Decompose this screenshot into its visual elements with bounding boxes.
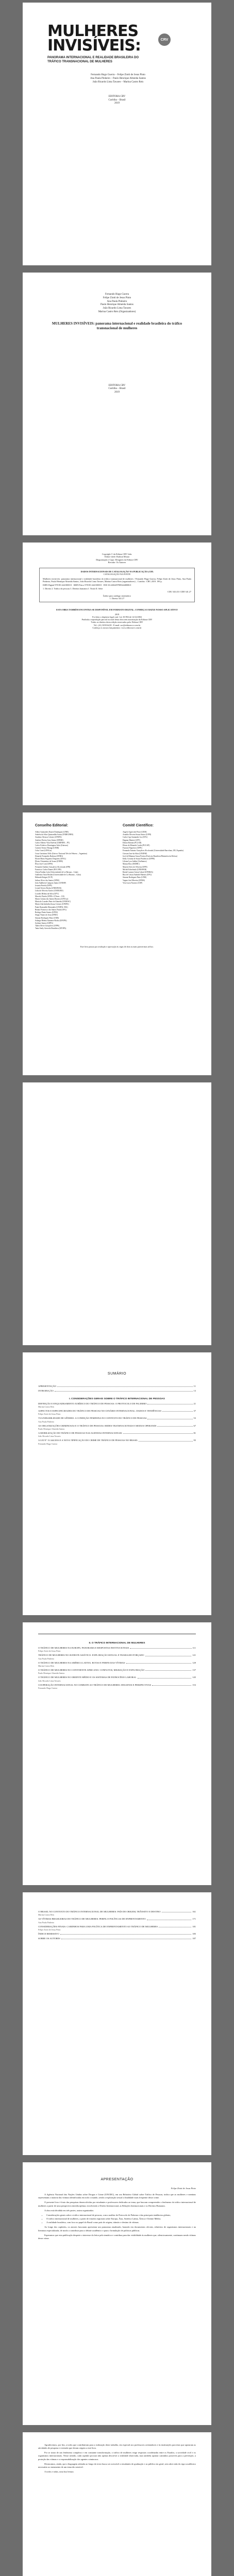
council-member: Celso Conti (UFSCar)	[35, 850, 52, 852]
council-member: José de Ribamar Sousa Pereira (Exército Brasileiro/Ministério da Defesa)	[123, 855, 177, 857]
toc-entry-author: Felipe Ziotti de Jesus Pinto	[38, 1413, 61, 1416]
title-year: 2019	[114, 391, 120, 394]
toc-page-number: 185	[192, 1933, 196, 1936]
council-member: Dagmar Manieri (UFT)	[123, 839, 140, 841]
title-city: Curitiba – Brasil	[108, 387, 126, 391]
council-member: Lídia de Oliveira Xavier (UNIEURO)	[35, 890, 63, 892]
toc-dot-leader	[126, 1663, 192, 1664]
toc-page-number: 95	[193, 1439, 196, 1442]
presentation-text-2	[38, 2444, 196, 2475]
council-member: Lourdes Helena da Silva (UFV)	[35, 892, 59, 895]
toc-entry-author: Ana Paula Pinheiro	[38, 1921, 55, 1924]
presentation-list	[38, 2214, 196, 2224]
catalog-title: DADOS INTERNACIONAIS DE CATALOGAÇÃO NA PUBLICAÇÃO (CIP)	[80, 570, 154, 573]
toc-entry[interactable]	[38, 1432, 196, 1437]
toc-entry-author: Paulo Henrique Almeida Santos	[38, 1428, 65, 1431]
toc-page-number: 153	[192, 1683, 196, 1686]
council-member: Rita de Cássia Andrade Martins (UFG)	[123, 874, 152, 876]
toc-entry-author: Marina Castro Reis	[38, 1665, 55, 1668]
toc-list-2	[38, 1637, 196, 1689]
credit-line: Revisão: Os Autores	[108, 561, 126, 564]
council-member: Simone Rodrigues Pinto (UNB)	[123, 876, 147, 879]
council-member: Maria de Lourdes Pinto de Almeida (UNOESC)	[35, 901, 71, 903]
council-member: Fernando Antonio Gonçalves Alcoforado (Universidade Barcelona, UB, Espanha)	[123, 850, 183, 852]
toc-entry-author: Ana Paula Pinheiro	[38, 1657, 55, 1660]
title-author: Ana Paula Pinheiro	[107, 300, 127, 303]
toc-entry-title: O TRÁFICO DE MULHERES NA AMÉRICA LATINA: ROTAS E PERFIS DAS VÍTIMAS	[38, 1661, 125, 1664]
council-member: Kelly Cristina de Souza Prudencio (UFPR)	[123, 858, 155, 860]
toc-page-number: 53	[193, 1417, 196, 1420]
cover-title: MULHERES INVISÍVEIS:	[47, 22, 141, 55]
council-member: Sérgio Nunes de Jesus (IFRO)	[35, 914, 58, 917]
title-author: Fernando Hugo Guerra	[105, 293, 129, 296]
council-member: Maria Cristina dos Santos Bezerra (UFSCar)	[35, 898, 69, 901]
council-member: Anselmo Alencar Colares (UFOPA)	[35, 836, 62, 839]
toc-entry[interactable]	[38, 1439, 196, 1445]
council-member: Fernando Antônio Gonçalves Alcoforado (IPB)	[35, 866, 71, 868]
council-member: Solange Helena Ximenes-Rocha (UFOPA)	[35, 919, 67, 922]
catalog-subjects: 1. Direito 2. Tráfico de pessoas 3. Direitos humanos I. Título II. Série	[43, 587, 103, 590]
council-member: João Adalberto Campato Junior (UNESP)	[35, 882, 66, 884]
title-imprint	[38, 384, 196, 395]
toc-entry[interactable]	[38, 1385, 196, 1388]
council-member: Leonel Severo Rocha (UNISINOS)	[35, 887, 61, 890]
toc-page-number: 187	[192, 1937, 196, 1940]
council-member: Arnaldo Oliveira Souza Júnior (UFPI)	[123, 834, 152, 836]
toc-dot-leader	[139, 1441, 192, 1442]
toc-entry[interactable]	[38, 1402, 196, 1408]
toc-entry[interactable]	[38, 1389, 196, 1393]
paragraph: Agradecemos, por fim, a todos que contribuíram para a realização deste trabalho, em especial aos professores orientadores e às instituições parceiras que apoiaram as atividades de pesquisa e extensão que deram origem a este livro.	[38, 2444, 196, 2450]
presentation-page-1	[23, 2162, 211, 2425]
council-member: Marylu Alves de Oliveira (UFPI)	[123, 866, 147, 868]
rights-line: Foi feito o depósito legal conf. Lei 10.994 de 14/12/2004	[92, 615, 142, 618]
catalog-cdu: CDU 343.431 CDD 341.27	[168, 590, 191, 593]
cover-author-line: Fernando Hugo Guerra – Felipe Ziotti de Jesus Pinto	[91, 74, 145, 76]
toc-dot-leader	[57, 1386, 193, 1387]
toc-entry-title: TRÁFICO DE MULHERES NO SUDESTE ASIÁTICO: EXPLORAÇÃO SEXUAL E TRABALHO FORÇADO	[38, 1654, 144, 1657]
council-member: Maria Lília Imbiriba Sousa Colares (UFOPA)	[35, 903, 69, 906]
council-member: Francisco Carlos Duarte (PUC-PR)	[35, 868, 61, 871]
toc-page-number: 181	[192, 1925, 196, 1928]
rights-line: Tel.: (41) 3039-6418 - E-mail: sac@editoracrv.com.br	[93, 623, 141, 626]
toc-dot-leader	[138, 1678, 192, 1679]
paragraph: A obra está dividida em três partes, assim organizadas:	[44, 2209, 94, 2212]
toc-dot-leader	[145, 1670, 191, 1671]
council-member: Carlos Alberto Vilar Estêvão (UMINHO – PT)	[35, 841, 70, 844]
council-member: Fauston Negreiros (UFPI)	[123, 847, 142, 850]
toc-entry-title: A LEI Nº 13.344/2016 E A NOVA TIPIFICAÇÃO DO CRIME DE TRÁFICO DE PESSOAS NO BRASIL	[38, 1439, 138, 1442]
cover-authors	[69, 74, 167, 84]
toc-dot-leader	[60, 1934, 192, 1935]
toc-entry[interactable]	[38, 1684, 196, 1689]
council-member: Rafael Lamera Giesta Cabral (UFERSA)	[123, 871, 153, 874]
rights-line: Conheça os nossos lançamentos: www.editoracrv.com.br	[92, 626, 142, 629]
cover-publisher: EDITORA CRV	[108, 95, 126, 98]
toc-dot-leader	[157, 1426, 192, 1427]
toc-entry-author: João Ricardo Lima Tavares	[38, 1679, 61, 1682]
toc-entry-title: VULNERABILIDADE DE GÊNERO: A CONDIÇÃO FEMININA NO CONTEXTO DO TRÁFICO DE PESSOAS	[38, 1417, 147, 1420]
council-note: Este livro passou por avaliação e aprovação às cegas de dois ou mais pareceristas ad hoc.	[80, 945, 154, 948]
council-member: Tania Suely Azevedo Brasileiro (UFOPA)	[35, 927, 66, 930]
toc-entry-title: INTRODUÇÃO	[38, 1389, 54, 1392]
council-member: Edison Bariani (FCLAR)	[123, 841, 142, 844]
toc-dot-leader	[130, 1648, 191, 1649]
toc-page-number: 129	[192, 1661, 196, 1664]
editorial-council-title: Conselho Editorial:	[35, 824, 69, 827]
council-member: Giovani José da Silva (UNIFAP)	[123, 852, 147, 855]
toc-page-1	[23, 1352, 211, 1615]
council-member: Carlos Ugo Santander Joo (UFG)	[123, 836, 148, 839]
cover-author-line: João Ricardo Lima Tavares – Marina Castro Reis	[92, 80, 144, 83]
toc-page-number: 11	[193, 1385, 196, 1387]
toc-page-number: 81	[193, 1432, 196, 1435]
blank-page	[23, 1082, 211, 1345]
toc-dot-leader	[162, 1411, 192, 1412]
cover-city: Curitiba – Brasil	[108, 98, 126, 101]
toc-entry[interactable]	[38, 1925, 196, 1931]
title-author: Paulo Henrique Almeida Santos	[100, 303, 134, 307]
toc-entry-author: Paulo Henrique Almeida Santos	[38, 1672, 65, 1675]
list-item: • O tráfico internacional de mulheres, a partir de estudos regionais sobre Europa, Ásia, América Latina, África e Oriente Médio;	[46, 2217, 196, 2221]
council-member: Sydione Santos (UEPG)	[35, 922, 53, 924]
toc-dot-leader	[152, 1685, 191, 1686]
toc-part-heading: I. CONSIDERAÇÕES GERAIS SOBRE O TRÁFICO INTERNACIONAL DE PESSOAS	[69, 1397, 165, 1400]
council-member: Aldira Guimarães Duarte Domínguez (UNB)	[35, 831, 69, 833]
catalog-subtitle: CATALOGAÇÃO NA FONTE	[103, 573, 131, 576]
toc-page-number: 171	[192, 1918, 196, 1921]
title-page	[23, 273, 211, 535]
toc-list-1	[38, 1383, 196, 1445]
council-member: Angelo Aparecido Priori (UEM)	[123, 831, 147, 833]
toc-entry-author: Marina Castro Reis	[38, 1405, 55, 1409]
council-member: Liliana Lyra Jubilut (UniSantos)	[123, 860, 147, 863]
toc-entry[interactable]	[38, 1937, 196, 1940]
toc-part-heading: II. O TRÁFICO INTERNACIONAL DE MULHERES	[89, 1642, 145, 1645]
toc-entry-author: Ana Paula Pinheiro	[38, 1420, 55, 1423]
title-publisher: EDITORA CRV	[108, 384, 126, 387]
cover-year: 2019	[114, 102, 120, 105]
index-title: Índice para catálogo sistemático	[103, 594, 131, 597]
cover-subtitle: PANORAMA INTERNACIONAL E REALIDADE BRASILEIRA DO TRÁFICO TRANSNACIONAL DE MULHERES	[47, 56, 139, 63]
toc-entry-title: AS VÍTIMAS BRASILEIRAS DO TRÁFICO DE MULHERES: PERFIL E POLÍTICAS DE ENFRENTAMENTO	[38, 1918, 146, 1921]
rights-title: ESTA OBRA TAMBÉM ENCONTRA-SE DISPONÍVEL EM FORMATO DIGITAL. CONHEÇA E BAIXE NOSSO APLICATIVO!	[56, 608, 178, 612]
council-member: Michel Kobelinski (UNESPAR)	[123, 868, 147, 871]
toc-page-number: 121	[192, 1654, 196, 1657]
council-member: Helmuth Krüger (UCP)	[35, 876, 53, 879]
credit-line: Editor-chefe: Railson Moura	[104, 555, 130, 558]
toc-entry[interactable]	[38, 1647, 196, 1652]
title-main: MULHERES INVISÍVEIS: panorama internacional e realidade brasileira do tráfico transnacional de mulheres	[52, 321, 182, 330]
title-author: Felipe Ziotti de Jesus Pinto	[103, 296, 131, 299]
council-member: Cesar Gerónimo Tello (Univer. Nacional Três de Febrero – Argentina)	[35, 852, 87, 855]
list-item: • A realidade brasileira, com foco no papel do Brasil como país de origem, trânsito e destino de vítimas.	[46, 2221, 196, 2224]
council-member: Josania Portela (UFPI)	[35, 885, 52, 887]
council-member: Elione Maria Nogueira Diogenes (UFAL)	[35, 858, 66, 860]
toc-entry-title: O TRÁFICO DE MULHERES NO ORIENTE MÉDIO E OS SISTEMAS DE PATROCÍNIO LABORAL	[38, 1676, 137, 1679]
presentation-text-1	[38, 2187, 196, 2242]
toc-entry[interactable]	[38, 1410, 196, 1415]
toc-entry-title: ASPECTOS E ESPECIFICIDADES DO TRÁFICO DE PESSOAS NO CENÁRIO INTERNACIONAL: DADOS E TENDÊNCIAS	[38, 1410, 162, 1413]
rights-line: Todos os direitos desta edição reservados pela: Editora CRV	[91, 621, 143, 624]
toc-entry-author: Felipe Ziotti de Jesus Pinto	[38, 1650, 61, 1653]
council-member: Rodrigo Pratte-Santos (UFES)	[35, 911, 58, 914]
toc-entry[interactable]	[38, 1654, 196, 1659]
catalog-isbn: ISBN Digital 978-85-444-0000-0 · ISBN Físico 978-85-444-0000-0 · DOI 10.24824/978854440000.0	[43, 584, 131, 586]
council-member: Simone Rodrigues Pinto (UNB)	[35, 917, 59, 919]
toc-entry-title: O TRÁFICO DE MULHERES NA EUROPA: PANORAMA E RESPOSTAS INSTITUCIONAIS	[38, 1647, 129, 1649]
toc-page-number: 67	[193, 1424, 196, 1427]
council-member: Elizeu Clementino de Souza (UNEB)	[35, 860, 63, 863]
copyright-line: Copyright © da Editora CRV Ltda.	[102, 553, 132, 555]
toc-title: SUMÁRIO	[107, 1372, 127, 1376]
toc-entry[interactable]	[38, 1417, 196, 1422]
paragraph: Por se tratar de um fenômeno complexo e em constante transformação, o tráfico de mulheres exige respostas coordenadas entre os Estados, a sociedade civil e os organismos internacionais. Nesse sentido, cada capítulo procura não apenas descrever a realidade observada, mas também apontar caminhos possíveis para a prevenção, a proteção das vítimas e a responsabilização dos agentes criminosos.	[38, 2451, 196, 2461]
council-member: Antônio Pereira Gaio Júnior (UFRRJ)	[35, 839, 63, 841]
council-member: Tadeu Oliver Gonçalves (UFPA)	[35, 925, 60, 927]
paragraph: A Agência Nacional das Nações Unidas sobre Drogas e Crime (UNODC), em seu Relatório Global sobre Tráfico de Pessoas, indica que as mulheres e meninas representam a maioria das vítimas identificadas em todo o mundo, sendo a exploração sexual a finalidade mais frequente desse crime.	[38, 2193, 196, 2199]
toc-entry[interactable]	[38, 1933, 196, 1936]
rights-line: Proibida a reprodução parcial ou total desta obra sem autorização da Editora CRV	[81, 618, 153, 621]
cover-footer	[23, 95, 211, 106]
council-member: Mariza Rios (ESDHC)	[123, 863, 140, 866]
scientific-committee-list	[123, 831, 200, 885]
presentation-page-2	[23, 2432, 211, 2576]
toc-entry-author: Fernando Hugo Guerra	[38, 1442, 58, 1445]
credits-page	[23, 543, 211, 805]
paragraph: O presente livro é fruto das pesquisas desenvolvidas por estudantes e professores dedicados ao tema, que buscam compreender o fenômeno do tráfico internacional de mulheres a partir de uma perspectiva interdisciplinar, envolvendo o Direito Internacional, as Relações Internacionais e os Direitos Humanos.	[38, 2201, 196, 2207]
paragraph: Esperamos que esta publicação desperte o interesse do leitor pela temática e contribua para dar visibilidade às mulheres que, silenciosamente, continuam sendo vítimas desse crime.	[38, 2233, 196, 2240]
publisher-logo: CRV	[158, 33, 171, 46]
toc-entry-title: A MOBILIZAÇÃO DO TRÁFICO DE PESSOAS NAS AGENDAS INTERNACIONAIS	[38, 1432, 122, 1435]
presentation-byline: Felipe Ziotti de Jesus Pinto	[171, 2187, 196, 2190]
toc-page-number: 145	[192, 1676, 196, 1679]
rights-line: 2019	[114, 613, 120, 616]
toc-entry[interactable]	[38, 1662, 196, 1667]
cover-author-line: Ana Paula Pinheiro – Paulo Henrique Almeida Santos	[90, 77, 146, 80]
council-member: Carmen Tereza Velanga (UNIR)	[35, 847, 59, 850]
toc-page-number: 13	[193, 1389, 196, 1392]
credit-line: Diagramação e Capa: Designers da Editora CRV	[96, 558, 138, 561]
council-member: Vera Lucia Navarro (USP)	[123, 882, 143, 884]
title-author: Marina Castro Reis (Organizadores)	[98, 310, 136, 313]
index-line: 1. Direito 341.27	[109, 597, 125, 600]
council-member: Carlos Federico Dominguez Avila (Unieuro)	[35, 844, 69, 847]
toc-entry-author: Marina Castro Reis	[38, 1913, 55, 1917]
council-member: Paulo Romualdo Hernandes (UNIFAL-MG)	[35, 906, 68, 908]
list-item: • Considerações gerais sobre o tráfico internacional de pessoas, com a análise do Protocolo de Palermo e das principais tendências globais;	[46, 2214, 196, 2217]
toc-entry-title: ÍNDICE REMISSIVO	[38, 1933, 59, 1936]
title-author: João Ricardo Lima Tavares	[103, 307, 131, 310]
toc-dot-leader	[55, 1391, 193, 1392]
editorial-council-list	[35, 831, 112, 930]
council-member: Eduardo Fernandes Barbosa (UFMG)	[35, 855, 63, 857]
toc-entry-title: CONSIDERAÇÕES FINAIS: CAMINHOS PARA UMA POLÍTICA DE ENFRENTAMENTO AO TRÁFICO DE MULHERES	[38, 1925, 158, 1928]
toc-page-number: 111	[192, 1647, 196, 1649]
toc-entry-author: Felipe Ziotti de Jesus Pinto	[38, 1928, 61, 1931]
toc-entry-title: O BRASIL NO CONTEXTO DO TRÁFICO INTERNACIONAL DE MULHERES: PAÍS DE ORIGEM, TRÂNSITO E DESTINO	[38, 1910, 161, 1913]
toc-entry-title: COOPERAÇÃO INTERNACIONAL NO COMBATE AO TRÁFICO DE MULHERES: DESAFIOS E PERSPECTIVAS	[38, 1683, 152, 1686]
title-block	[38, 293, 196, 395]
rights-block	[39, 613, 195, 630]
council-member: Guillermo Arias Beatón (Universidade de La Havana – Cuba)	[35, 874, 81, 876]
paragraph: Destacamos, ainda, que a linguagem adotada ao longo do texto busca ser acessível a estudantes de graduação e ao público em geral, sem abrir mão do rigor acadêmico necessário ao tratamento de um tema tão sensível.	[38, 2462, 196, 2468]
credits-block	[39, 553, 195, 629]
toc-page-number: 21	[193, 1402, 196, 1405]
council-member: Vagner José Moreira (UFMS)	[123, 879, 145, 882]
toc-entry-title: O TRÁFICO DE MULHERES NO CONTINENTE AFRICANO: CONFLITOS, MIGRAÇÃO E EXPLORAÇÃO	[38, 1669, 145, 1672]
toc-entry-title: APRESENTAÇÃO	[38, 1385, 57, 1387]
paragraph: A todos e todas, uma boa leitura.	[44, 2470, 74, 2473]
toc-entry[interactable]	[38, 1425, 196, 1430]
cover-page	[23, 3, 211, 265]
council-member: Elizeu de Miranda Corrêa (PUC/SP)	[123, 844, 150, 847]
toc-entry[interactable]	[38, 1918, 196, 1923]
toc-page-number: 37	[193, 1410, 196, 1413]
council-member: Gloria Fariñas León (Universidade de La Havana – Cuba)	[35, 871, 78, 874]
toc-dot-leader	[123, 1433, 193, 1434]
title-authors	[38, 293, 196, 314]
council-page	[23, 812, 211, 1075]
council-member: Marcelo Paixão (UFRJ e UTexas – US)	[35, 895, 64, 897]
council-member: Andréia da Silva Quintanilha Sousa (UNIR/UFRN)	[35, 834, 74, 836]
toc-page-3	[23, 1892, 211, 2155]
toc-entry-title: DEFINIÇÃO E ENQUADRAMENTO JURÍDICO DO TRÁFICO DE PESSOAS: O PROTOCOLO DE PALERMO	[38, 1402, 147, 1405]
scientific-committee-title: Comitê Científico:	[123, 824, 154, 827]
toc-entry-title: AS ORGANIZAÇÕES CRIMINOSAS E O TRÁFICO DE PESSOAS: REDES TRANSNACIONAIS E MODUS OPERANDI	[38, 1424, 157, 1427]
toc-entry-author: Fernando Hugo Guerra	[38, 1687, 58, 1690]
toc-entry[interactable]	[38, 1669, 196, 1674]
toc-entry-title: SOBRE OS AUTORES	[38, 1937, 60, 1940]
toc-entry-author: João Ricardo Lima Tavares	[38, 1435, 61, 1438]
catalog-text: Mulheres invisíveis: panorama internacional e realidade brasileira do tráfico transnacional de mulheres / Fernando Hugo Guerra, Felipe Ziotti de Jesus Pinto, Ana Paula Pinheiro, Paulo Henrique Almeida Santos, João Ricardo Lima Tavares, Marina Castro Reis (organizadores) – Curitiba : CRV, 2019. 190 p.	[43, 577, 191, 583]
council-member: Renato Francisco dos Santos Paula (UFG)	[35, 908, 66, 911]
toc-list-3	[38, 1909, 196, 1940]
catalog-box	[39, 568, 195, 602]
toc-page-number: 137	[192, 1669, 196, 1672]
toc-page-number: 161	[192, 1910, 196, 1913]
toc-page-2	[23, 1622, 211, 1885]
paragraph: Ao longo dos capítulos, os autores buscaram apresentar um panorama atualizado, baseado em documentos oficiais, relatórios de organismos internacionais e na literatura especializada, de modo a contribuir para o debate acadêmico e para a formulação de políticas públicas.	[38, 2226, 196, 2232]
toc-entry[interactable]	[38, 1676, 196, 1682]
council-member: Élsio José Corá (UFFS)	[35, 863, 53, 866]
presentation-title: APRESENTAÇÃO	[101, 2178, 133, 2181]
council-member: Jailson Alves dos Santos (UFRJ)	[35, 879, 60, 882]
toc-entry[interactable]	[38, 1910, 196, 1916]
